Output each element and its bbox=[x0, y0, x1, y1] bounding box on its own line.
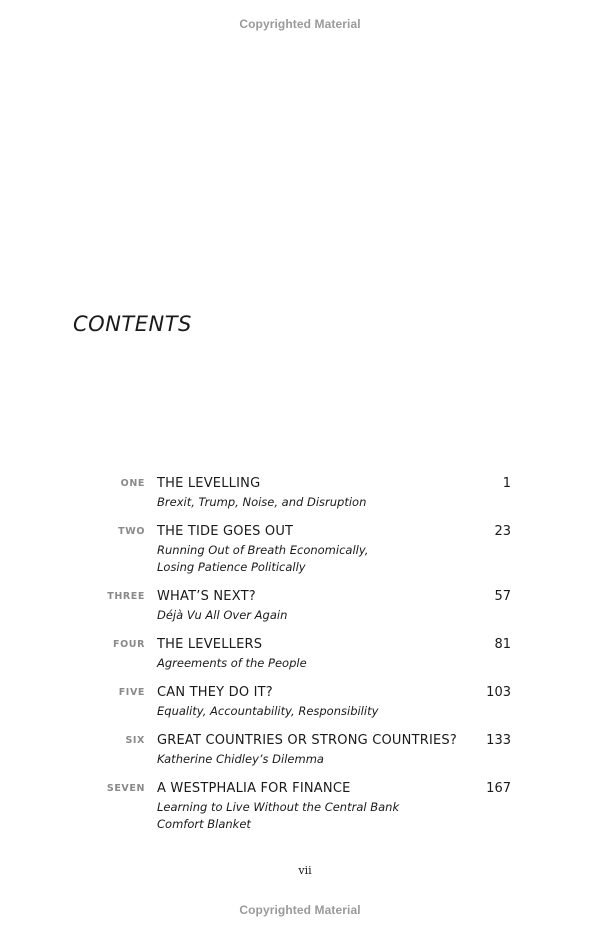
chapter-title: THE TIDE GOES OUT bbox=[157, 524, 294, 539]
chapter-title: A WESTPHALIA FOR FINANCE bbox=[157, 781, 351, 796]
chapter-number: THREE bbox=[107, 591, 145, 602]
chapter-page-number: 23 bbox=[494, 524, 511, 539]
chapter-page-number: 57 bbox=[494, 589, 511, 604]
toc-entry-two[interactable] bbox=[0, 524, 600, 589]
chapter-page-number: 81 bbox=[494, 637, 511, 652]
chapter-number: ONE bbox=[120, 478, 145, 489]
chapter-page-number: 133 bbox=[486, 733, 511, 748]
toc-entry-five[interactable] bbox=[0, 685, 600, 733]
page-folio: vii bbox=[298, 864, 312, 877]
chapter-number: SEVEN bbox=[106, 783, 145, 794]
chapter-title: CAN THEY DO IT? bbox=[157, 685, 273, 700]
toc-entry-one[interactable] bbox=[0, 476, 600, 524]
chapter-page-number: 167 bbox=[486, 781, 511, 796]
chapter-subtitle: Katherine Chidley’s Dilemma bbox=[157, 752, 324, 766]
toc-entry-three[interactable] bbox=[0, 589, 600, 637]
chapter-number: FIVE bbox=[118, 687, 145, 698]
toc-entry-six[interactable] bbox=[0, 733, 600, 781]
chapter-title: THE LEVELLING bbox=[157, 476, 261, 491]
chapter-subtitle: Déjà Vu All Over Again bbox=[157, 608, 288, 622]
chapter-title: THE LEVELLERS bbox=[157, 637, 263, 652]
chapter-number: TWO bbox=[118, 526, 145, 537]
toc-entry-four[interactable] bbox=[0, 637, 600, 685]
chapter-number: SIX bbox=[125, 735, 145, 746]
chapter-page-number: 1 bbox=[502, 476, 511, 491]
copyright-watermark-bottom: Copyrighted Material bbox=[239, 903, 361, 917]
contents-heading: CONTENTS bbox=[73, 312, 192, 336]
chapter-subtitle: Brexit, Trump, Noise, and Disruption bbox=[157, 495, 367, 509]
chapter-subtitle: Learning to Live Without the Central Bank Comfort Blanket bbox=[157, 800, 400, 831]
chapter-page-number: 103 bbox=[486, 685, 511, 700]
toc-entry-seven[interactable] bbox=[0, 781, 600, 846]
copyright-watermark-top: Copyrighted Material bbox=[239, 17, 361, 31]
chapter-subtitle: Running Out of Breath Economically, Losing Patience Politically bbox=[157, 543, 369, 574]
chapter-subtitle: Equality, Accountability, Responsibility bbox=[157, 704, 379, 718]
chapter-title: GREAT COUNTRIES OR STRONG COUNTRIES? bbox=[157, 733, 457, 748]
chapter-subtitle: Agreements of the People bbox=[157, 656, 307, 670]
chapter-number: FOUR bbox=[113, 639, 145, 650]
chapter-title: WHAT’S NEXT? bbox=[157, 589, 256, 604]
table-of-contents bbox=[0, 476, 600, 846]
